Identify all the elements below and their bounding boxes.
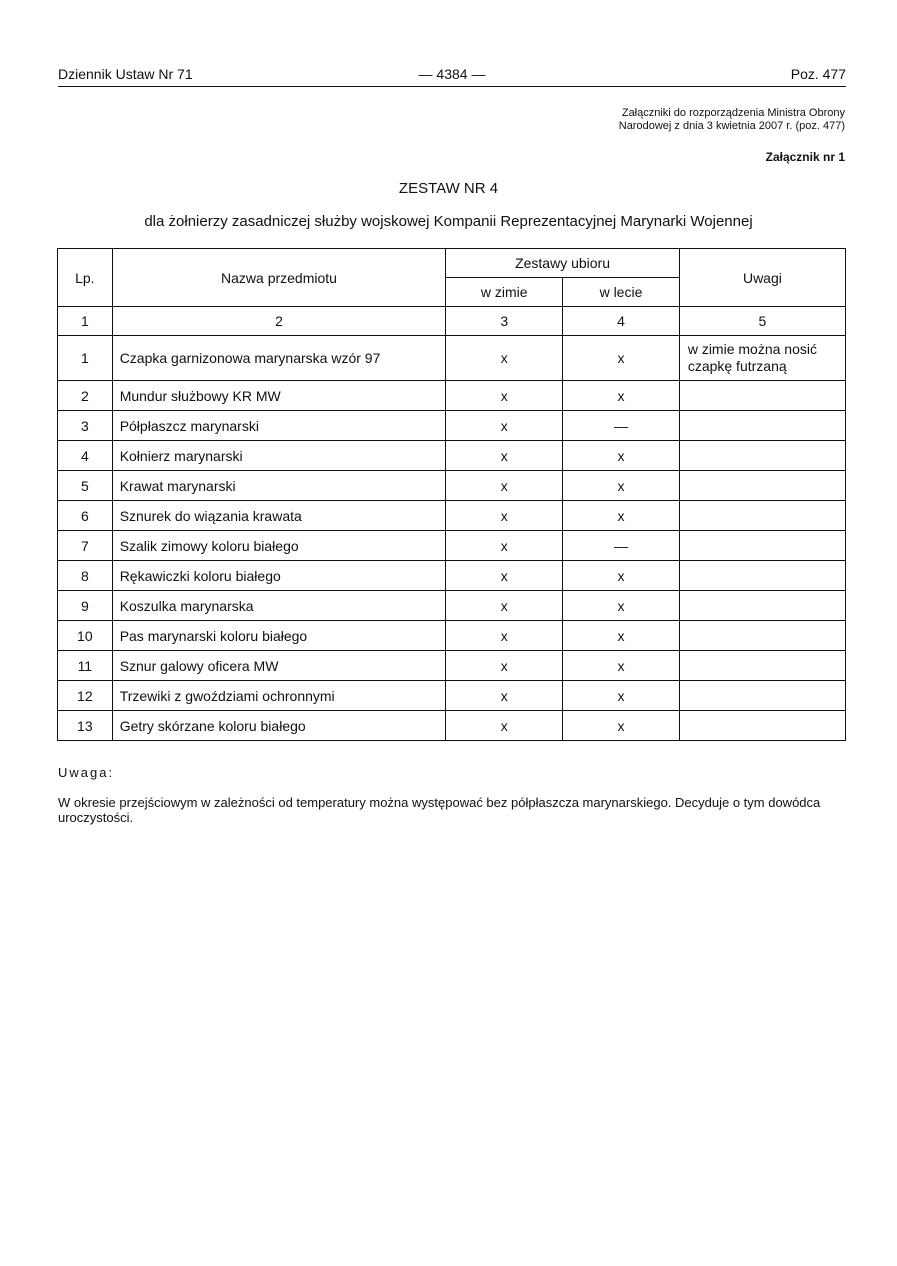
winter-mark: x: [446, 561, 563, 591]
item-name: Szalik zimowy koloru białego: [112, 531, 446, 561]
header-uniform-sets: Zestawy ubioru: [446, 249, 680, 278]
item-notes: [679, 411, 845, 441]
document-subtitle: dla żołnierzy zasadniczej służby wojskowej Kompanii Reprezentacyjnej Marynarki Wojennej: [144, 213, 753, 230]
item-notes: [679, 591, 845, 621]
table-row: [58, 591, 846, 621]
row-number: 1: [58, 336, 113, 381]
table-row: [58, 681, 846, 711]
annex-note-line: Załączniki do rozporządzenia Ministra Obrony: [621, 107, 845, 119]
winter-mark: x: [446, 381, 563, 411]
item-name: Getry skórzane koloru białego: [112, 711, 446, 741]
table-row: [58, 471, 846, 501]
position-number: Poz. 477: [790, 66, 846, 82]
column-number: 2: [112, 307, 446, 336]
column-number: 3: [446, 307, 563, 336]
item-name: Półpłaszcz marynarski: [112, 411, 446, 441]
summer-mark: x: [563, 381, 680, 411]
column-number: 4: [563, 307, 680, 336]
winter-mark: x: [446, 531, 563, 561]
item-notes: [679, 621, 845, 651]
row-number: 10: [58, 621, 113, 651]
table-row: [58, 381, 846, 411]
winter-mark: x: [446, 591, 563, 621]
table-row: [58, 531, 846, 561]
table-row: [58, 411, 846, 441]
item-name: Pas marynarski koloru białego: [112, 621, 446, 651]
annex-note-line: Narodowej z dnia 3 kwietnia 2007 r. (poz. 477): [618, 120, 845, 132]
item-notes: w zimie można nosić czapkę futrzaną: [679, 336, 845, 381]
item-notes: [679, 681, 845, 711]
column-number: 1: [58, 307, 113, 336]
table-row: [58, 501, 846, 531]
row-number: 6: [58, 501, 113, 531]
winter-mark: x: [446, 441, 563, 471]
row-number: 8: [58, 561, 113, 591]
item-name: Kołnierz marynarski: [112, 441, 446, 471]
winter-mark: x: [446, 651, 563, 681]
header-summer: w lecie: [563, 278, 680, 307]
item-name: Koszulka marynarska: [112, 591, 446, 621]
table-row: [58, 561, 846, 591]
item-name: Sznurek do wiązania krawata: [112, 501, 446, 531]
item-name: Czapka garnizonowa marynarska wzór 97: [112, 336, 446, 381]
item-notes: [679, 531, 845, 561]
winter-mark: x: [446, 711, 563, 741]
table-row: [58, 336, 846, 381]
row-number: 7: [58, 531, 113, 561]
winter-mark: x: [446, 501, 563, 531]
document-title: ZESTAW NR 4: [398, 180, 499, 197]
table-row: [58, 711, 846, 741]
annex-label: Załącznik nr 1: [765, 150, 845, 164]
summer-mark: x: [563, 471, 680, 501]
annex-note: [545, 107, 845, 133]
footnote-text: W okresie przejściowym w zależności od temperatury można występować bez półpłaszcza marynarskiego. Decyduje o tym dowódca uroczystości.: [58, 795, 821, 825]
summer-mark: x: [563, 711, 680, 741]
summer-mark: x: [563, 441, 680, 471]
winter-mark: x: [446, 471, 563, 501]
item-notes: [679, 651, 845, 681]
page-number: — 4384 —: [418, 66, 486, 82]
row-number: 9: [58, 591, 113, 621]
summer-mark: x: [563, 591, 680, 621]
header-lp: Lp.: [58, 249, 113, 307]
column-number-row: [58, 307, 846, 336]
item-notes: [679, 471, 845, 501]
uniform-items-table: [57, 248, 846, 741]
item-name: Sznur galowy oficera MW: [112, 651, 446, 681]
summer-mark: x: [563, 501, 680, 531]
row-number: 4: [58, 441, 113, 471]
item-notes: [679, 441, 845, 471]
journal-title: Dziennik Ustaw Nr 71: [58, 66, 193, 82]
table-row: [58, 621, 846, 651]
summer-mark: x: [563, 561, 680, 591]
row-number: 12: [58, 681, 113, 711]
item-notes: [679, 711, 845, 741]
table-row: [58, 651, 846, 681]
item-name: Rękawiczki koloru białego: [112, 561, 446, 591]
row-number: 11: [58, 651, 113, 681]
summer-mark: x: [563, 336, 680, 381]
item-name: Mundur służbowy KR MW: [112, 381, 446, 411]
item-name: Trzewiki z gwoździami ochronnymi: [112, 681, 446, 711]
summer-mark: x: [563, 681, 680, 711]
row-number: 5: [58, 471, 113, 501]
item-notes: [679, 501, 845, 531]
row-number: 2: [58, 381, 113, 411]
item-notes: [679, 381, 845, 411]
winter-mark: x: [446, 681, 563, 711]
summer-mark: —: [563, 531, 680, 561]
winter-mark: x: [446, 621, 563, 651]
header-notes: Uwagi: [679, 249, 845, 307]
row-number: 3: [58, 411, 113, 441]
table-row: [58, 441, 846, 471]
summer-mark: x: [563, 621, 680, 651]
item-name: Krawat marynarski: [112, 471, 446, 501]
winter-mark: x: [446, 411, 563, 441]
row-number: 13: [58, 711, 113, 741]
header-item-name: Nazwa przedmiotu: [112, 249, 446, 307]
page-header: [58, 66, 846, 87]
winter-mark: x: [446, 336, 563, 381]
header-winter: w zimie: [446, 278, 563, 307]
item-notes: [679, 561, 845, 591]
footnote-heading: Uwaga:: [58, 765, 115, 780]
summer-mark: —: [563, 411, 680, 441]
column-number: 5: [679, 307, 845, 336]
summer-mark: x: [563, 651, 680, 681]
